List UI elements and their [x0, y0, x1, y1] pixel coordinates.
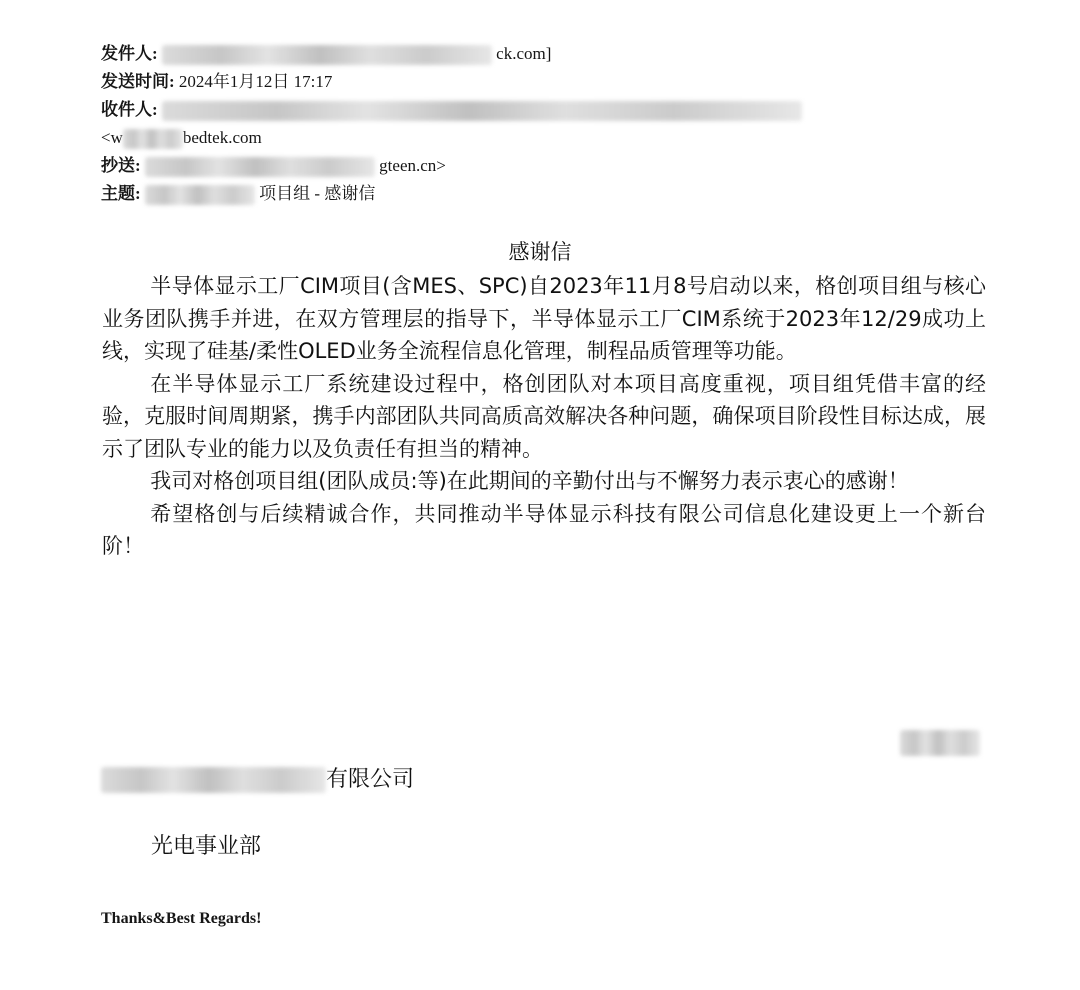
department-line: 光电事业部	[151, 834, 262, 859]
letter-title: 感谢信	[508, 240, 572, 264]
redacted-subject	[145, 185, 255, 205]
subject-value: 项目组 - 感谢信	[259, 184, 376, 203]
from-line	[101, 40, 901, 68]
closing-line: Thanks&Best Regards!	[101, 910, 262, 927]
cc-value: gteen.cn>	[379, 156, 446, 175]
from-label: 发件人:	[101, 44, 158, 63]
redacted-company-name	[101, 767, 326, 793]
from-value: ck.com]	[496, 44, 552, 63]
company-line	[101, 762, 414, 793]
subject-line	[101, 180, 901, 208]
redacted-sender	[162, 45, 492, 65]
to-line	[101, 96, 901, 124]
paragraph-4: 希望格创与后续精诚合作，共同推动半导体显示科技有限公司信息化建设更上一个新台阶！	[102, 501, 986, 558]
sent-line	[101, 68, 901, 96]
cc-label: 抄送:	[101, 156, 141, 175]
to-line2-tail: bedtek.com	[182, 128, 262, 147]
letter-body	[102, 270, 986, 563]
to-line2-value: <w	[101, 128, 123, 147]
redacted-recipient-address	[123, 129, 183, 149]
subject-label: 主题:	[101, 184, 141, 203]
to-label: 收件人:	[101, 100, 158, 119]
company-suffix: 有限公司	[326, 767, 415, 792]
redacted-sender-signature	[900, 730, 980, 756]
paragraph-3: 我司对格创项目组(团队成员:等)在此期间的辛勤付出与不懈努力表示衷心的感谢！	[150, 469, 909, 493]
paragraph-2: 在半导体显示工厂系统建设过程中，格创团队对本项目高度重视，项目组凭借丰富的经验，克服时间周期紧，携手内部团队共同高质高效解决各种问题，确保项目阶段性目标达成，展示了团队专业的能力以及负责任有担当的精神。	[102, 371, 986, 461]
to-line-2	[101, 124, 901, 152]
sent-label: 发送时间:	[101, 72, 175, 91]
email-header	[101, 40, 901, 208]
cc-line	[101, 152, 901, 180]
redacted-cc	[145, 157, 375, 177]
paragraph-1: 半导体显示工厂CIM项目(含MES、SPC)自2023年11月8号启动以来，格创项目组与核心业务团队携手并进，在双方管理层的指导下，半导体显示工厂CIM系统于2023年12/29成功上线，实现了硅基/柔性OLED业务全流程信息化管理，制程品质管理等功能。	[102, 274, 986, 363]
redacted-recipients	[162, 101, 802, 121]
sent-value: 2024年1月12日 17:17	[178, 72, 333, 91]
